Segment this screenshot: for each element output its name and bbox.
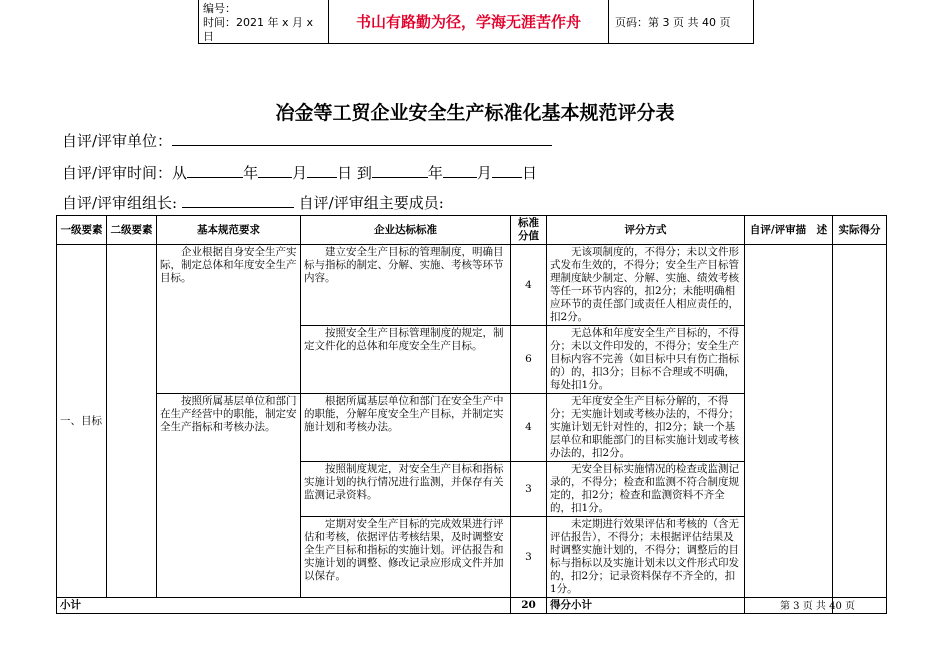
method-cell: 未定期进行效果评估和考核的（含无评估报告），不得分；未根据评估结果及时调整实施计划的，不得分；调整后的目标与指标以及实施计划未以文件形式印发的，扣2分；记录资料保存不齐全的，扣1分。: [547, 517, 745, 598]
col-method: 评分方式: [547, 216, 745, 245]
sub-element-blank: [107, 245, 157, 598]
month-text: 月: [292, 164, 308, 182]
header-meta: [199, 0, 329, 43]
to-day-blank[interactable]: [492, 163, 522, 178]
table-row: [57, 245, 887, 326]
col-review: 自评/评审描 述: [745, 216, 833, 245]
subtotal-row: [57, 598, 887, 614]
score-cell: 6: [511, 326, 547, 394]
from-year-blank[interactable]: [187, 163, 243, 178]
date-label: 时间：2021 年 x 月 x 日: [203, 16, 313, 43]
leader-line: [62, 192, 444, 213]
standard-cell: 根据所属基层单位和部门在安全生产中的职能，分解年度安全生产目标，并制定实施计划和考核办法。: [301, 394, 511, 462]
subtotal-method: 得分小计: [547, 598, 745, 614]
score-cell: 4: [511, 394, 547, 462]
element-target: 一、目标: [57, 245, 107, 598]
standard-cell: 定期对安全生产目标的完成效果进行评估和考核，依据评估考核结果，及时调整安全生产目标和指标的实施计划。评估报告和实施计划的调整、修改记录应形成文件并加以保存。: [301, 517, 511, 598]
time-line: [62, 162, 537, 183]
standard-cell: 建立安全生产目标的管理制度，明确目标与指标的制定、分解、实施、考核等环节内容。: [301, 245, 511, 326]
time-label: 自评/评审时间：从: [62, 164, 188, 182]
leader-blank[interactable]: [182, 193, 294, 208]
col-standard: 企业达标标准: [301, 216, 511, 245]
month-text-2: 月: [476, 164, 492, 182]
method-cell: 无年度安全生产目标分解的，不得分；无实施计划或考核办法的，不得分；实施计划无针对性的，扣2分；缺一个基层单位和职能部门的目标实施计划或考核办法的，扣2分。: [547, 394, 745, 462]
score-table: [56, 215, 887, 614]
page-header: [198, 0, 754, 44]
method-cell: 无安全目标实施情况的检查或监测记录的，不得分；检查和监测不符合制度规定的，扣2分；检查和监测资料不齐全的，扣1分。: [547, 462, 745, 517]
method-cell: 无总体和年度安全生产目标的，不得分；未以文件印发的，不得分；安全生产目标内容不完善（如目标中只有伤亡指标的）的，扣3分；目标不合理或不明确，每处扣1分。: [547, 326, 745, 394]
score-cell: 4: [511, 245, 547, 326]
page-info: 页码：第 3 页 共 40 页: [615, 15, 731, 29]
unit-blank[interactable]: [172, 131, 552, 146]
page-footer: 第 3 页 共 40 页: [780, 601, 855, 612]
standard-cell: 按照安全生产目标管理制度的规定，制定文件化的总体和年度安全生产目标。: [301, 326, 511, 394]
col-score: 标准分值: [511, 216, 547, 245]
to-month-blank[interactable]: [443, 163, 477, 178]
standard-cell: 按照制度规定，对安全生产目标和指标实施计划的执行情况进行监测，并保存有关监测记录资料。: [301, 462, 511, 517]
to-text: 到: [356, 164, 372, 182]
from-month-blank[interactable]: [258, 163, 292, 178]
review-cell[interactable]: [745, 245, 833, 598]
col-level1: 一级要素: [57, 216, 107, 245]
method-cell: 无该项制度的，不得分；未以文件形式发布生效的，不得分；安全生产目标管理制度缺少制定、分解、实施、绩效考核等任一环节内容的，扣2分；未能明确相应环节的责任部门或责任人相应责任的，扣2分。: [547, 245, 745, 326]
unit-label: 自评/评审单位：: [62, 132, 173, 150]
col-requirement: 基本规范要求: [157, 216, 301, 245]
leader-label: 自评/评审组组长:: [62, 194, 178, 212]
subtotal-label: 小计: [57, 598, 511, 614]
day-text-2: 日: [521, 164, 537, 182]
actual-score-cell[interactable]: [833, 245, 887, 598]
col-actual: 实际得分: [833, 216, 887, 245]
page-title: 冶金等工贸企业安全生产标准化基本规范评分表: [275, 102, 675, 124]
members-label: 自评/评审组主要成员:: [298, 194, 444, 212]
number-label: 编号：: [203, 2, 236, 15]
col-level2: 二级要素: [107, 216, 157, 245]
table-header-row: [57, 216, 887, 245]
subtotal-score: 20: [511, 598, 547, 614]
day-text: 日: [337, 164, 353, 182]
requirement-cell: 企业根据自身安全生产实际，制定总体和年度安全生产目标。: [157, 245, 301, 394]
score-cell: 3: [511, 517, 547, 598]
from-day-blank[interactable]: [307, 163, 337, 178]
motto: 书山有路勤为径，学海无涯苦作舟: [329, 0, 609, 43]
year-text: 年: [243, 164, 259, 182]
unit-line: [62, 130, 552, 151]
score-cell: 3: [511, 462, 547, 517]
to-year-blank[interactable]: [372, 163, 428, 178]
year-text-2: 年: [427, 164, 443, 182]
requirement-cell: 按照所属基层单位和部门在生产经营中的职能，制定安全生产指标和考核办法。: [157, 394, 301, 598]
